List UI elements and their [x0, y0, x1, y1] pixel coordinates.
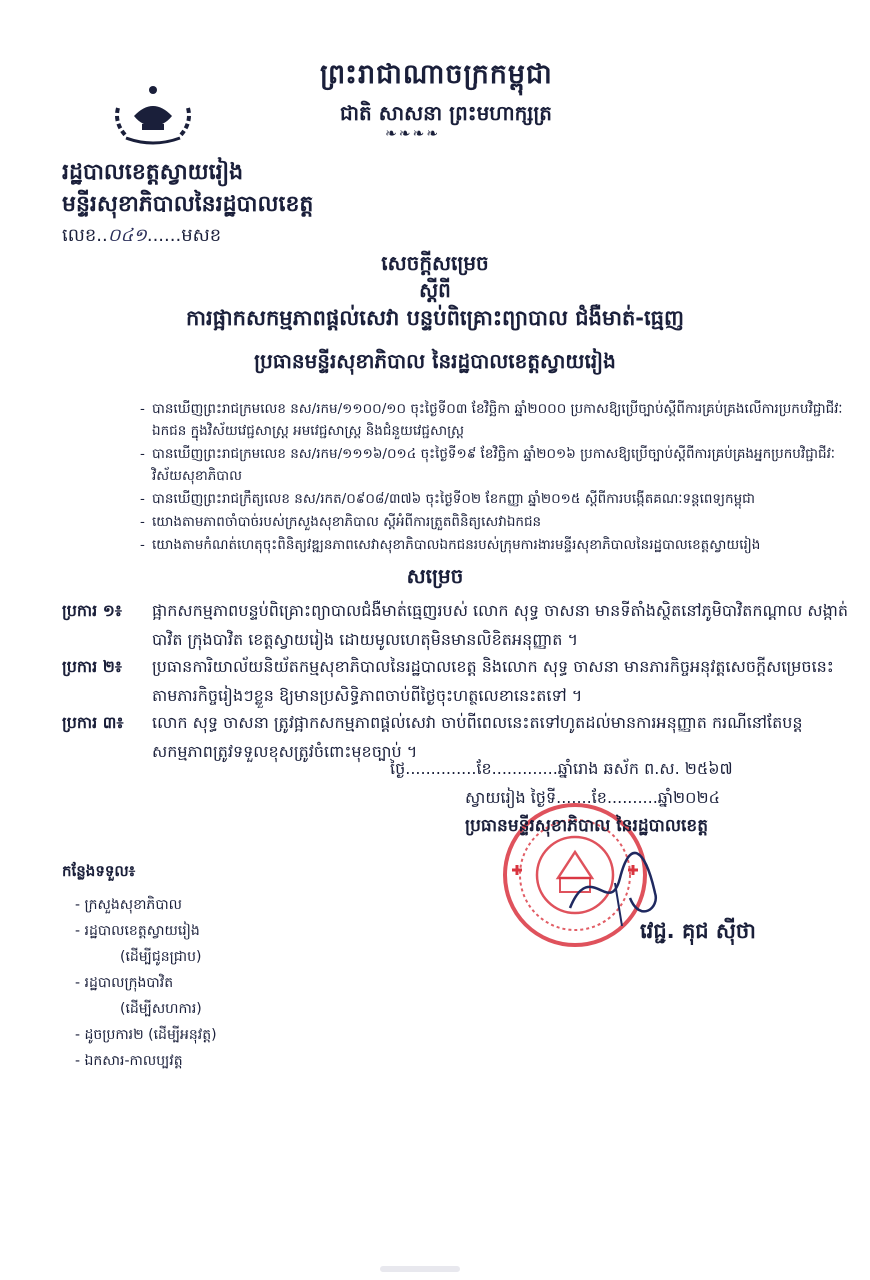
article-text: លោក សុទ្ធ ចាសនា ត្រូវផ្អាកសកម្មភាពផ្ដល់សេវា ចាប់ពីពេលនេះតទៅហូតដល់មានការអនុញ្ញាត ករណីនៅតែបន្តសកម្មភាពត្រូវទទួលខុសត្រូវចំពោះមុខច្បាប់ ។	[152, 713, 803, 761]
ref-suffix: ......មសខ	[146, 225, 222, 246]
recipient-item: - រដ្ឋបាលខេត្តស្វាយរៀង	[75, 923, 200, 939]
recipient-item: - ក្រសួងសុខាភិបាល	[75, 897, 182, 913]
signer-title: ប្រធានមន្ទីរសុខាភិបាល នៃរដ្ឋបាលខេត្ត	[465, 816, 708, 836]
solar-date: ស្វាយរៀង ថ្ងៃទី.......ខែ..........ឆ្នាំ២០២៤	[465, 788, 720, 807]
ref-number-handwritten: ០៤១	[107, 225, 147, 246]
signer-name: វេជ្ជ. គុជ ស៊ីថា	[640, 919, 756, 943]
recipient-purpose: (ដើម្បីសហការ)	[120, 1001, 202, 1017]
article-text: ប្រធានការិយាល័យនិយ័តកម្មសុខាភិបាលនៃរដ្ឋបាលខេត្ត និងលោក សុទ្ធ ចាសនា មានភារកិច្ចអនុវត្តសេចក្ដីសម្រេចនេះ តាមភារកិច្ចរៀងៗខ្លួន ឱ្យមានប្រសិទ្ធិភាពចាប់ពីថ្ងៃចុះហត្ថលេខានេះតទៅ ។	[152, 657, 834, 705]
recipient-item: - ដូចប្រការ២ (ដើម្បីអនុវត្ត)	[75, 1027, 217, 1043]
recipient-purpose: (ដើម្បីជូនជ្រាប)	[120, 949, 202, 965]
reference-item: - បានឃើញព្រះរាជក្រមលេខ នស/រកម/១១០០/១០ ចុះថ្ងៃទី០៣ ខែវិច្ឆិកា ឆ្នាំ២០០០ ប្រកាសឱ្យប្រើច្បាប់ស្ដីពីការគ្រប់គ្រងលើការប្រកបវិជ្ជាជីវៈឯកជន ក្នុងវិស័យវេជ្ជសាស្ត្រ អមវេជ្ជសាស្ត្រ និងជំនួយវេជ្ជសាស្ត្រ	[140, 401, 843, 439]
article-label: ប្រការ ១៖	[62, 601, 122, 620]
lunar-date: ថ្ងៃ..............ខែ.............ឆ្នាំរោង ឆស័ក ព.ស. ២៥៦៧	[390, 759, 733, 778]
issuer-province: រដ្ឋបាលខេត្តស្វាយរៀង	[62, 160, 244, 185]
ref-prefix: លេខ..	[62, 225, 108, 246]
reference-number	[62, 223, 221, 250]
reference-item: - យោងតាមកំណត់ហេតុចុះពិនិត្យវឌ្ឍនភាពសេវាសុខាភិបាលឯកជនរបស់ក្រុមការងារមន្ទីរសុខាភិបាលនៃរដ្ឋបាលខេត្តស្វាយរៀង	[140, 537, 761, 553]
decides-heading: សម្រេច	[406, 564, 464, 588]
article-label: ប្រការ ៣៖	[62, 713, 124, 732]
ornament-divider: ❧❧❧❧	[385, 126, 440, 142]
kingdom-heading: ព្រះរាជាណាចក្រកម្ពុជា	[320, 59, 553, 90]
reference-item: - បានឃើញព្រះរាជក្រឹត្យលេខ នស/រកត/០៩០៨/៣៧៦ ចុះថ្ងៃទី០២ ខែកញ្ញា ឆ្នាំ២០១៥ ស្ដីពីការបង្កើតគណៈទន្តពេទ្យកម្ពុជា	[140, 491, 756, 507]
recipients-list	[75, 892, 217, 1074]
director-heading: ប្រធានមន្ទីរសុខាភិបាល នៃរដ្ឋបាលខេត្តស្វាយរៀង	[254, 349, 616, 373]
decision-title: សេចក្ដីសម្រេច	[381, 251, 489, 275]
article-1	[62, 596, 862, 654]
decision-subject: ការផ្អាកសកម្មភាពផ្ដល់សេវា បន្ទប់ពិគ្រោះព្យាបាល ជំងឺមាត់-ធ្មេញ	[186, 306, 684, 330]
recipient-item: - រដ្ឋបាលក្រុងបាវិត	[75, 975, 174, 991]
article-text: ផ្អាកសកម្មភាពបន្ទប់ពិគ្រោះព្យាបាលជំងឺមាត់ធ្មេញរបស់ លោក សុទ្ធ ចាសនា មានទីតាំងស្ថិតនៅភូមិបាវិតកណ្ដាល សង្កាត់បាវិត ក្រុងបាវិត ខេត្តស្វាយរៀង ដោយមូលហេតុមិនមានលិខិតអនុញ្ញាត ។	[152, 601, 849, 649]
handwritten-signature	[560, 838, 670, 928]
reference-item: - យោងតាមភាពចាំបាច់របស់ក្រសួងសុខាភិបាល ស្ដីអំពីការត្រួតពិនិត្យសេវាឯកជន	[140, 514, 542, 530]
coat-of-arms-emblem	[112, 78, 194, 146]
recipients-title: កន្លែងទទួល៖	[62, 862, 136, 880]
nation-motto: ជាតិ សាសនា ព្រះមហាក្សត្រ	[340, 101, 552, 125]
issuer-department: មន្ទីរសុខាភិបាលនៃរដ្ឋបាលខេត្ត	[62, 192, 314, 217]
recipient-item: - ឯកសារ-កាលប្បវត្ត	[75, 1053, 183, 1069]
article-label: ប្រការ ២៖	[62, 657, 122, 676]
scan-artifact	[380, 1266, 460, 1272]
legal-references	[140, 398, 860, 557]
reference-item: - បានឃើញព្រះរាជក្រមលេខ នស/រកម/១១១៦/០១៤ ចុះថ្ងៃទី១៩ ខែវិច្ឆិកា ឆ្នាំ២០១៦ ប្រកាសឱ្យប្រើច្បាប់ស្ដីពីការគ្រប់គ្រងអ្នកប្រកបវិជ្ជាជីវៈវិស័យសុខាភិបាល	[140, 446, 835, 484]
article-2	[62, 652, 862, 710]
about-label: ស្ដីពី	[419, 278, 451, 302]
